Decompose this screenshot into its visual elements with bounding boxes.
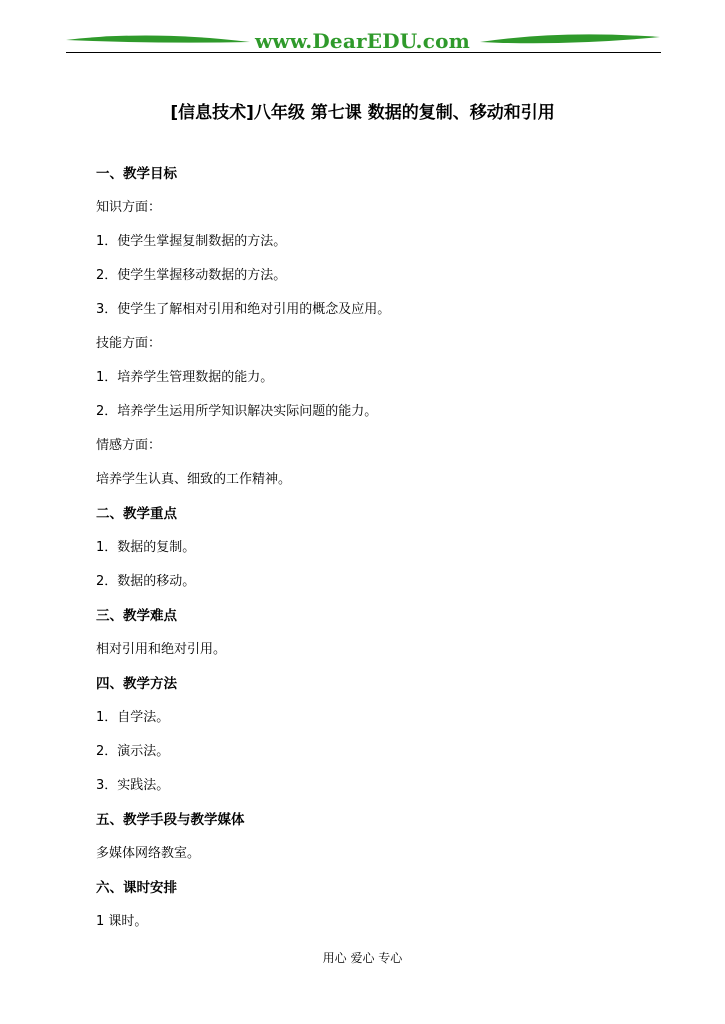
section-heading: 二、教学重点 [96,506,177,522]
paragraph: 情感方面： [96,438,162,453]
list-item: 2．培养学生运用所学知识解决实际问题的能力。 [96,404,378,419]
list-item: 1．培养学生管理数据的能力。 [96,370,274,385]
paragraph: 相对引用和绝对引用。 [96,642,227,657]
header-divider [66,52,661,53]
section-heading: 四、教学方法 [96,676,177,692]
list-item: 2．数据的移动。 [96,574,196,589]
page-footer: 用心 爱心 专心 [322,951,403,965]
section-heading: 六、课时安排 [96,880,177,896]
list-item: 2．使学生掌握移动数据的方法。 [96,268,287,283]
paragraph: 知识方面： [96,200,162,215]
document-body [96,164,656,946]
list-item: 1．数据的复制。 [96,540,196,555]
list-item: 2．演示法。 [96,744,170,759]
paragraph: 技能方面： [96,336,162,351]
paragraph: 1 课时。 [96,914,148,929]
section-heading: 五、教学手段与教学媒体 [96,812,245,828]
list-item: 1．使学生掌握复制数据的方法。 [96,234,287,249]
list-item: 1．自学法。 [96,710,170,725]
list-item: 3．使学生了解相对引用和绝对引用的概念及应用。 [96,302,391,317]
paragraph: 多媒体网络教室。 [96,846,201,861]
list-item: 3．实践法。 [96,778,170,793]
paragraph: 培养学生认真、细致的工作精神。 [96,472,292,487]
page-header [0,0,725,60]
site-logo: www.DearEDU.com [254,29,470,53]
document-title: [信息技术]八年级 第七课 数据的复制、移动和引用 [170,103,555,123]
section-heading: 三、教学难点 [96,608,177,624]
section-heading: 一、教学目标 [96,166,177,182]
